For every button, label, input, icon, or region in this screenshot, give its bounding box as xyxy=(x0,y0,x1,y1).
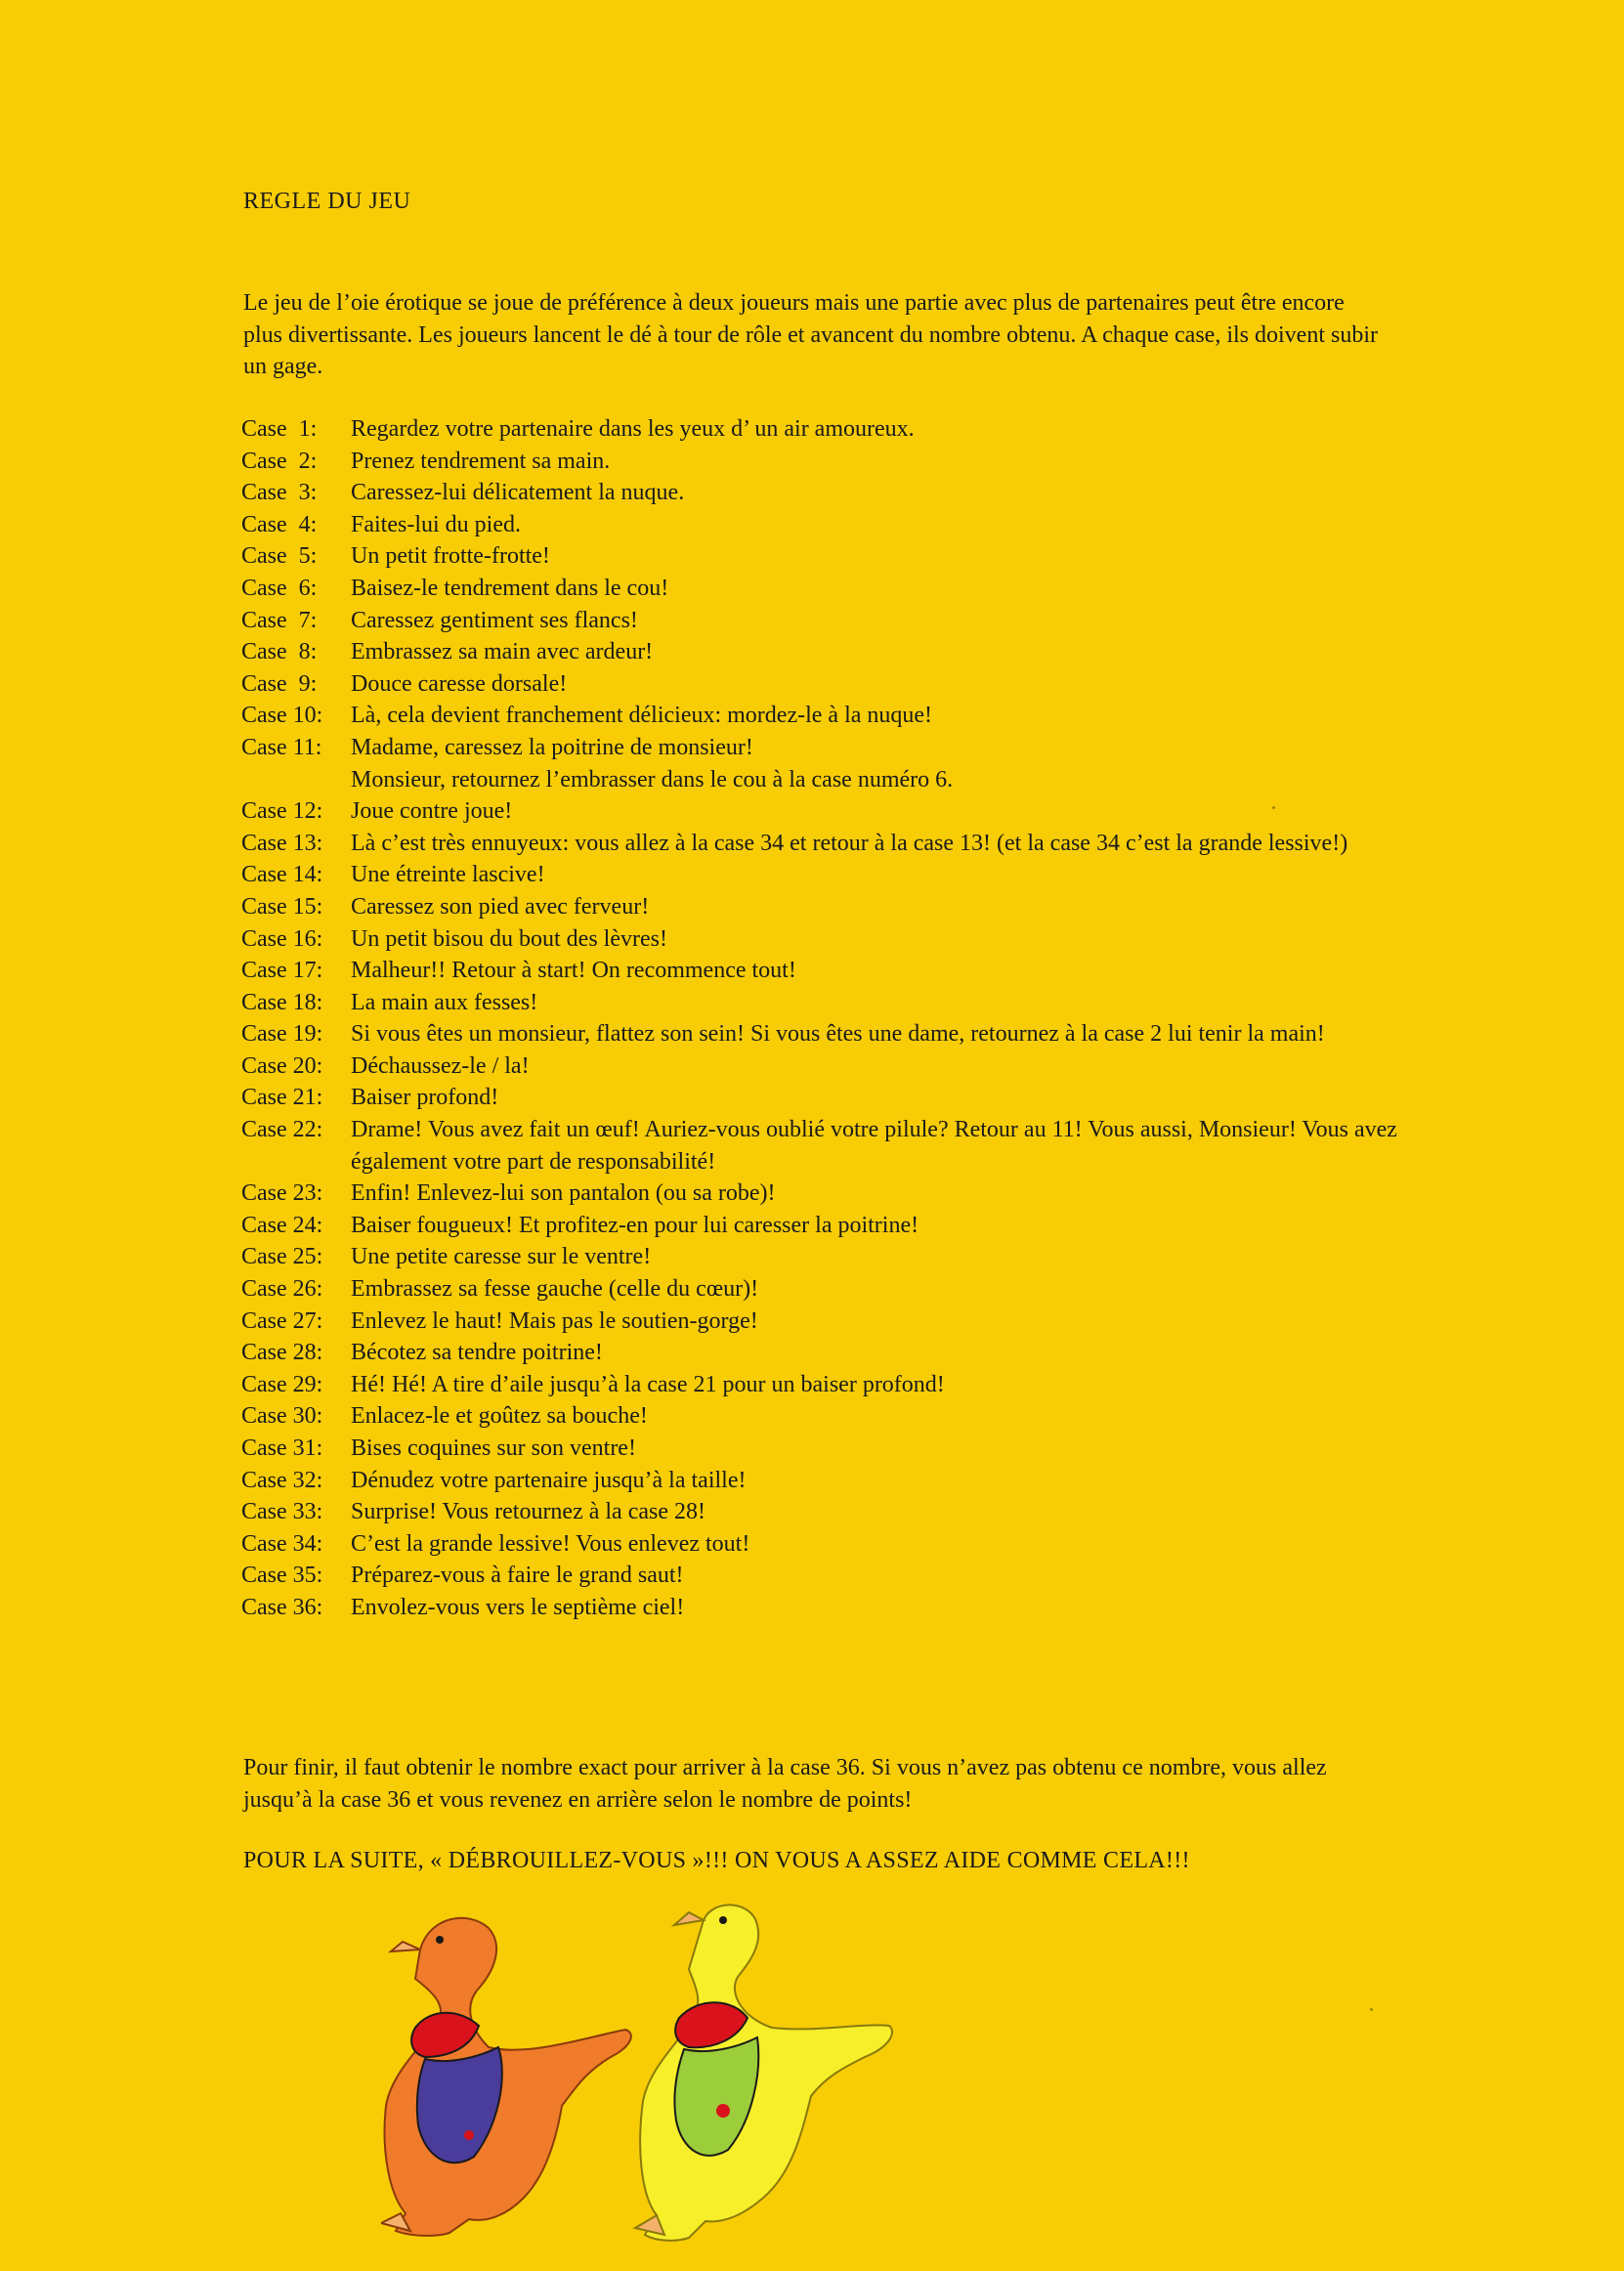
rule-label: Case 29: xyxy=(241,1371,323,1397)
rule-row xyxy=(241,477,1414,509)
rule-row xyxy=(241,1050,1414,1083)
rule-label: Case 9: xyxy=(241,670,318,697)
rule-text: Drame! Vous avez fait un œuf! Auriez-vous oublié votre pilule? Retour au 11! Vous aussi, Monsieur! Vous avez également votre part de responsabilité! xyxy=(351,1117,1397,1175)
rule-row xyxy=(241,1496,1414,1528)
rule-text: Caressez gentiment ses flancs! xyxy=(351,607,638,633)
rule-label: Case 31: xyxy=(241,1435,323,1461)
rule-row xyxy=(241,1306,1414,1338)
rule-label: Case 22: xyxy=(241,1117,323,1143)
rule-row xyxy=(241,1528,1414,1561)
rule-text: Monsieur, retournez l’embrasser dans le cou à la case numéro 6. xyxy=(351,766,954,793)
rule-text: Un petit frotte-frotte! xyxy=(351,543,550,570)
rule-row xyxy=(241,413,1414,446)
rule-row xyxy=(241,1369,1414,1401)
rule-label: Case 27: xyxy=(241,1307,323,1334)
rule-row xyxy=(241,795,1414,828)
rule-text: Caressez son pied avec ferveur! xyxy=(351,893,650,920)
rule-row xyxy=(241,1400,1414,1433)
rule-label: Case 13: xyxy=(241,830,323,856)
rule-row xyxy=(241,540,1414,573)
rule-row xyxy=(241,1178,1414,1210)
rule-row xyxy=(241,1337,1414,1369)
rule-label: Case 4: xyxy=(241,511,318,537)
rule-label: Case 32: xyxy=(241,1467,323,1493)
rule-label: Case 36: xyxy=(241,1594,323,1620)
rule-label: Case 10: xyxy=(241,703,323,729)
rule-row xyxy=(241,573,1414,605)
rule-label: Case 26: xyxy=(241,1276,323,1303)
rule-text: Là, cela devient franchement délicieux: mordez-le à la nuque! xyxy=(351,703,933,729)
rule-text: Envolez-vous vers le septième ciel! xyxy=(351,1594,685,1620)
rule-row xyxy=(241,1465,1414,1497)
rule-text: Faites-lui du pied. xyxy=(351,511,521,537)
rule-row xyxy=(241,1114,1414,1178)
rule-label: Case 6: xyxy=(241,575,318,601)
rule-label: Case 19: xyxy=(241,1021,323,1048)
rule-text: Regardez votre partenaire dans les yeux d’ un air amoureux. xyxy=(351,416,915,442)
orange-goose-icon xyxy=(381,1918,631,2236)
rule-label: Case 5: xyxy=(241,543,318,570)
rule-text: Embrassez sa main avec ardeur! xyxy=(351,639,654,665)
rule-text: Si vous êtes un monsieur, flattez son sein! Si vous êtes une dame, retournez à la case 2 lui tenir la main! xyxy=(351,1021,1325,1048)
rules-list xyxy=(241,413,1414,1624)
rule-text: Hé! Hé! A tire d’aile jusqu’à la case 21 pour un baiser profond! xyxy=(351,1371,945,1397)
rule-label: Case 20: xyxy=(241,1052,323,1079)
rule-text: Bises coquines sur son ventre! xyxy=(351,1435,636,1461)
rule-row xyxy=(241,828,1414,860)
rule-text: Baiser profond! xyxy=(351,1085,499,1111)
rule-label: Case 8: xyxy=(241,639,318,665)
rule-label: Case 3: xyxy=(241,480,318,506)
rule-label: Case 33: xyxy=(241,1499,323,1525)
rule-text: Une petite caresse sur le ventre! xyxy=(351,1244,652,1270)
rule-row xyxy=(241,923,1414,956)
rule-row xyxy=(241,859,1414,891)
paper-speck xyxy=(1272,806,1275,809)
rule-row xyxy=(241,636,1414,668)
final-remark: POUR LA SUITE, « DÉBROUILLEZ-VOUS »!!! ON VOUS A ASSEZ AIDE COMME CELA!!! xyxy=(243,1848,1190,1873)
rule-text: Enfin! Enlevez-lui son pantalon (ou sa robe)! xyxy=(351,1180,776,1207)
rule-label xyxy=(241,764,351,796)
rule-label: Case 24: xyxy=(241,1212,323,1238)
rule-row xyxy=(241,509,1414,541)
rule-row xyxy=(241,1273,1414,1306)
rule-label: Case 7: xyxy=(241,607,318,633)
rule-label: Case 34: xyxy=(241,1530,323,1557)
rule-text: Madame, caressez la poitrine de monsieur! xyxy=(351,734,753,760)
rule-text: Embrassez sa fesse gauche (celle du cœur)! xyxy=(351,1276,759,1303)
rule-text: Préparez-vous à faire le grand saut! xyxy=(351,1563,684,1589)
rule-text: Là c’est très ennuyeux: vous allez à la case 34 et retour à la case 13! (et la case 34 c’est la grande lessive!) xyxy=(351,830,1348,856)
rule-text: Baiser fougueux! Et profitez-en pour lui caresser la poitrine! xyxy=(351,1212,919,1238)
closing-paragraph: Pour finir, il faut obtenir le nombre exact pour arriver à la case 36. Si vous n’avez pas obtenu ce nombre, vous allez jusqu’à la case 36 et vous revenez en arrière selon le nombre de points! xyxy=(243,1755,1327,1813)
rule-label: Case 30: xyxy=(241,1403,323,1430)
rule-row xyxy=(241,1241,1414,1273)
rule-label: Case 17: xyxy=(241,958,323,984)
rule-text: Enlevez le haut! Mais pas le soutien-gorge! xyxy=(351,1307,758,1334)
rule-text: Baisez-le tendrement dans le cou! xyxy=(351,575,669,601)
rule-text: Une étreinte lascive! xyxy=(351,862,545,888)
rule-label: Case 23: xyxy=(241,1180,323,1207)
rule-label: Case 18: xyxy=(241,989,323,1015)
page-title: REGLE DU JEU xyxy=(243,189,411,214)
paper-speck xyxy=(1370,2008,1373,2011)
rule-label: Case 1: xyxy=(241,416,318,442)
geese-illustration xyxy=(381,1901,928,2257)
yellow-goose-icon xyxy=(635,1905,892,2240)
rule-text: Un petit bisou du bout des lèvres! xyxy=(351,925,667,952)
rule-label: Case 35: xyxy=(241,1563,323,1589)
rule-row xyxy=(241,987,1414,1019)
rule-text: La main aux fesses! xyxy=(351,989,538,1015)
rule-label: Case 12: xyxy=(241,798,323,825)
rule-label: Case 25: xyxy=(241,1244,323,1270)
rule-label: Case 14: xyxy=(241,862,323,888)
rule-row xyxy=(241,1210,1414,1242)
rule-text: Joue contre joue! xyxy=(351,798,513,825)
rule-row xyxy=(241,700,1414,732)
rule-row xyxy=(241,605,1414,637)
rule-label: Case 28: xyxy=(241,1340,323,1366)
rule-label: Case 2: xyxy=(241,448,318,474)
rule-row xyxy=(241,668,1414,701)
rule-text: Dénudez votre partenaire jusqu’à la taille! xyxy=(351,1467,747,1493)
rule-text: Caressez-lui délicatement la nuque. xyxy=(351,480,685,506)
rule-label: Case 11: xyxy=(241,734,322,760)
rule-row xyxy=(241,1433,1414,1465)
rule-text: Bécotez sa tendre poitrine! xyxy=(351,1340,603,1366)
rule-row xyxy=(241,732,1414,764)
rule-text: Malheur!! Retour à start! On recommence tout! xyxy=(351,958,796,984)
rule-text: Douce caresse dorsale! xyxy=(351,670,568,697)
rule-label: Case 21: xyxy=(241,1085,323,1111)
rule-row xyxy=(241,955,1414,987)
rule-text: Enlacez-le et goûtez sa bouche! xyxy=(351,1403,648,1430)
rule-row xyxy=(241,1018,1414,1050)
rule-text: Déchaussez-le / la! xyxy=(351,1052,530,1079)
rule-row xyxy=(241,446,1414,478)
rule-text: Prenez tendrement sa main. xyxy=(351,448,611,474)
rule-row xyxy=(241,764,1414,796)
rule-row xyxy=(241,1082,1414,1114)
rule-row xyxy=(241,1592,1414,1624)
rule-label: Case 15: xyxy=(241,893,323,920)
rule-row xyxy=(241,891,1414,923)
rule-label: Case 16: xyxy=(241,925,323,952)
rule-row xyxy=(241,1560,1414,1592)
intro-paragraph: Le jeu de l’oie érotique se joue de préférence à deux joueurs mais une partie avec plus de partenaires peut être encore plus divertissante. Les joueurs lancent le dé à tour de rôle et avancent du nombre obtenu. A chaque case, ils doivent subir un gage. xyxy=(243,290,1378,379)
rule-text: C’est la grande lessive! Vous enlevez tout! xyxy=(351,1530,750,1557)
rule-text: Surprise! Vous retournez à la case 28! xyxy=(351,1499,705,1525)
